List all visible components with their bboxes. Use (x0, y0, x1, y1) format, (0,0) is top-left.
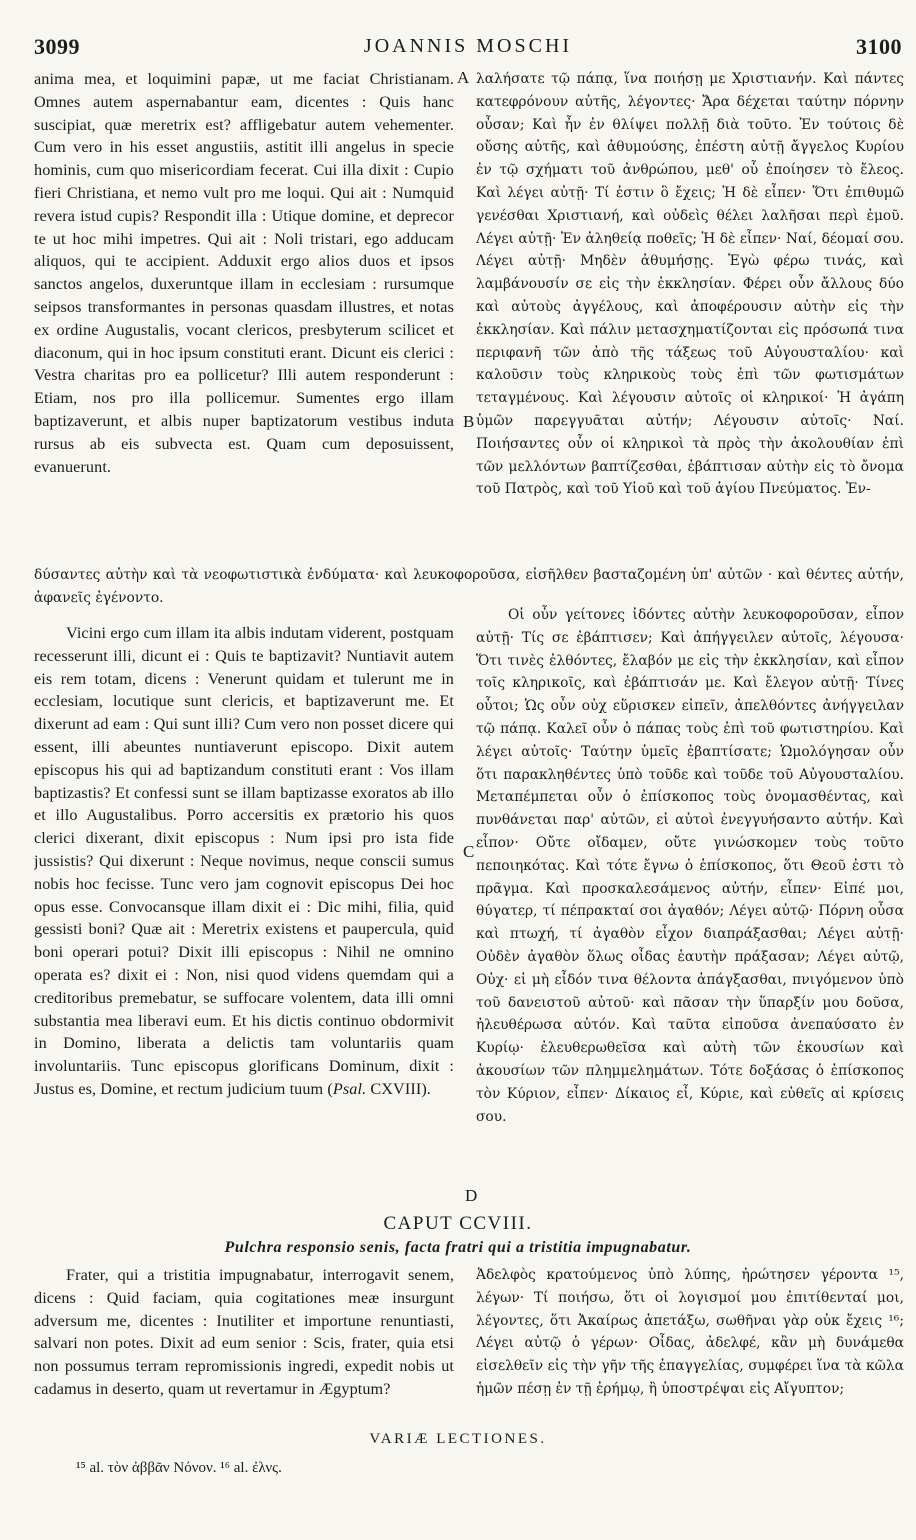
section1-latin-column: anima mea, et loquimini papæ, ut me faciat Christianam. Omnes autem aspernabantur eam, dicentes : Quis hanc suscipiat, quæ meretrix est? affligebatur autem vehementer. Cum vero in his esset angustiis, astitit illi angelus in specie hominis, cum quo misericordiam fecerat. Cui illa dixit : Cupio fieri Christiana, et nemo vult pro me loqui. Qui ait : Numquid revera istud cupis? Respondit illa : Utique domine, et deprecor te ut hoc mihi impetres. Qui ait : Noli tristari, ego adducam aliquos, qui te accipient. Adduxit ergo alios duos et ipsos sanctos angelos, duxeruntque illam in ecclesiam : rursumque seipsos transformantes in personas quasdam illustres, et notas ex ordine Augustalis, vocant clericos, presbyterum scilicet et diaconum, qui in hoc ipsum constituti erant. Dicunt eis clerici : Vestra charitas pro ea pollicetur? Illi autem responderunt : Etiam, nos pro illa pollicemur. Sumentes ergo illam baptizaverunt, et albis nuper baptizatorum vestibus induta rursus ab eis subvecta est. Quam cum deposuissent, evanuerunt. (34, 70, 454, 476)
chapter-latin-column: Frater, qui a tristitia impugnabatur, interrogavit senem, dicens : Quid faciam, quia cogitationes meæ insurgunt adversum me, dicentes : Inutiliter et importune renuntiasti, salvari non potes. Dixit ad eum senior : Scis, frater, quia etsi non possumus terram repromissionis ingredi, expedit nobis ut cadamus in deserto, quam ut revertamur in Ægyptum? (34, 1266, 454, 1398)
running-title: JOANNIS MOSCHI (363, 35, 573, 57)
page-header (34, 34, 902, 64)
section1-greek-column: λαλήσατε τῷ πάπᾳ, ἵνα ποιήσῃ με Χριστιανήν. Καὶ πάντες κατεφρόνουν αὐτῆς, λέγοντες· Ἄρα δέχεται ταύτην πόρνην οὖσαν; Καὶ ἦν ἐν θλίψει πολλῇ διὰ τοῦτο. Ἐν τούτοις δὲ οὔσης αὐτῆς, καὶ ἀθυμούσης, ἐπέστη αὐτῇ ἄγγελος Κυρίου ἐν τῷ σχήματι τοῦ ἀνθρώπου, μεθ' οὗ ἐποίησεν τὸ ἔλεος. Καὶ λέγει αὐτῇ· Τί ἐστιν ὃ ἔχεις; Ἡ δὲ εἶπεν· Ὅτι ἐπιθυμῶ γενέσθαι Χριστιανή, καὶ οὐδεὶς θέλει λαλῆσαι περὶ ἐμοῦ. Λέγει αὐτῇ· Ἐν ἀληθείᾳ ποθεῖς; Ἡ δὲ εἶπεν· Ναί, δέομαί σου. Λέγει αὐτῇ· Μηδὲν ἀθυμήσῃς. Ἐγὼ φέρω τινάς, καὶ λαμβάνουσίν σε εἰς τὴν ἐκκλησίαν. Φέρει οὖν ἄλλους δύο καὶ αὐτοὺς ἀγγέλους, καὶ ἀποφέρουσιν αὐτὴν εἰς τὴν ἐκκλησίαν. Καὶ πάλιν μετασχηματίζονται εἰς πρόσωπά τινα περιφανῆ τῶν ἀπὸ τῆς τάξεως τοῦ Αὐγουσταλίου· καὶ καλοῦσιν τοὺς κληρικοὺς τοὺς ἐπὶ τῶν φωτισμάτων τεταγμένους. Καὶ λέγουσιν αὐτοῖς οἱ κληρικοί· Ἡ ἀγάπη ὑμῶν παρεγγυᾶται αὐτήν; Λέγουσιν αὐτοῖς· Ναί. Ποιήσαντες οὖν οἱ κληρικοὶ τὰ πρὸς τὴν ἀκολουθίαν ἐπὶ τῶν μελλόντων βαπτίζεσθαι, ἐβάπτισαν αὐτὴν εἰς τὸ ὄνομα τοῦ Πατρὸς, καὶ τοῦ Υἱοῦ καὶ τοῦ ἁγίου Πνεύματος. Ἐν- (476, 71, 904, 498)
page-number-left: 3099 (34, 34, 80, 59)
psalm-reference-tail: CXVIII). (366, 1079, 431, 1098)
section2-greek-column: Οἱ οὖν γείτονες ἰδόντες αὐτὴν λευκοφοροῦσαν, εἶπον αὐτῇ· Τίς σε ἐβάπτισεν; Καὶ ἀπήγγειλεν αὐτοῖς, λέγουσα· Ὅτι τινὲς ἐλθόντες, ἔλαβόν με εἰς τὴν ἐκκλησίαν, καὶ εἶπον τοῖς κληρικοῖς, καὶ ἐβάπτισάν με. Καὶ ἔλεγον αὐτῇ· Τίνες οὗτοι; Ὡς οὖν οὐχ εὕρισκεν εἰπεῖν, ἀπελθόντες ἀνήγγειλαν τῷ πάπᾳ. Καλεῖ οὖν ὁ πάπας τοὺς ἐπὶ τοῦ φωτιστηρίου. Καὶ λέγει αὐτοῖς· Ταύτην ὑμεῖς ἐβαπτίσατε; Ὡμολόγησαν οὖν ὅτι παρακληθέντες ὑπὸ τοῦδε καὶ τοῦδε τοῦ Αὐγουσταλίου. Μεταπέμπεται οὖν ὁ ἐπίσκοπος τοὺς ὀνομασθέντας, καὶ πυνθάνεται παρ' αὐτῶν, εἰ αὐτοὶ ἐνεγγυήσαντο αὐτήν. Καὶ εἶπον· Οὔτε οἴδαμεν, οὔτε γινώσκομεν τοὺς τοῦτο πεποιηκότας. Καὶ τότε ἔγνω ὁ ἐπίσκοπος, ὅτι Θεοῦ ἐστι τὸ πρᾶγμα. Καὶ προσκαλεσάμενος αὐτήν, εἶπεν· Εἰπέ μοι, θύγατερ, τί πέπρακταί σοι ἀγαθόν; Λέγει αὐτῷ· Πόρνη οὖσα καὶ πτωχή, τί ἀγαθὸν εἶχον διαπράξασθαι; Λέγει αὐτῇ· Οὐδὲν ἀγαθὸν ὅλως οἶδας ἑαυτὴν πράξασαν; Λέγει αὐτῷ, Οὐχ· εἰ μὴ εἶδόν τινα θέλοντα ἀπάγξασθαι, πνιγόμενον ὑπὸ τοῦ δανειστοῦ αὐτοῦ· καὶ πᾶσαν τὴν ὕπαρξίν μου δοῦσα, ἠλευθέρωσα αὐτόν. Καὶ ταῦτα εἰποῦσα ἀνεπαύσατο ἐν Κυρίῳ· ἐλευθερωθεῖσα καὶ αὐτὴ τῶν ἑκουσίων καὶ ἀκουσίων τῶν πλημμελημάτων. Τότε δοξάσας ὁ ἐπίσκοπος τὸν Κύριον, εἶπεν· Δίκαιος εἶ, Κύριε, καὶ εὐθεῖς αἱ κρίσεις σου. (476, 607, 904, 1125)
section2-latin-text: Vicini ergo cum illam ita albis indutam viderent, postquam recesserunt illi, dicunt ei : Quis te baptizavit? Nuntiavit autem eis rem totam, dicens : Venerunt quidam et tulerunt me in ecclesiam, locutique sunt clericis, et baptizaverunt me. Et dixerunt ad eam : Qui sunt illi? Cum vero non posset dicere qui essent, illi abeuntes nuntiaverunt episcopo. Dixit autem episcopus his qui ad baptizandum constituti erant : Vos illam baptizastis? Et confessi sunt se illam baptizasse exoratos ab illo et illo Augustalibus. Porro accersitis ex prætorio his quos clerici dixerant, dixit episcopus : Num ipsi pro ista fide jussistis? Qui dixerunt : Neque novimus, neque conscii sumus nobis hoc fecisse. Tunc vero jam cognovit episcopus Dei hoc opus esse. Convocansque illam dixit ei : Dic mihi, filia, quid gessisti boni? Quæ ait : Meretrix existens et paupercula, quid boni operari potui? Dixit illi episcopus : Nihil ne omnino operata es? dixit ei : Non, nisi quod videns quemdam qui a creditoribus premebatur, se suffocare volentem, data illi omni substantia mea liberavi eum. Et his dictis continuo obdormivit in Domino, liberata a delictis tam voluntariis quam involuntariis. Tunc episcopus glorificans Dominum, dixit : Justus es, Domine, et rectum judicium tuum ( (34, 624, 454, 1098)
section1-greek-spill: δύσαντες αὐτὴν καὶ τὰ νεοφωτιστικὰ ἐνδύματα· καὶ λευκοφοροῦσα, εἰσῆλθεν βασταζομένη ὑπ' αὐτῶν · καὶ θέντες αὐτήν, ἀφανεῖς ἐγένοντο. (34, 567, 904, 606)
margin-letter-c: C (463, 842, 475, 861)
psalm-reference: Psal. (332, 1079, 367, 1098)
section2-latin-column (34, 622, 454, 1210)
chapter-subtitle: Pulchra responsio senis, facta fratri qui a tristitia impugnabatur. (224, 1239, 692, 1256)
chapter-greek-column: Ἀδελφὸς κρατούμενος ὑπὸ λύπης, ἠρώτησεν γέροντα ¹⁵, λέγων· Τί ποιήσω, ὅτι οἱ λογισμοί μου ἐπιτίθενταί μοι, λέγοντες, ὅτι Ἀκαίρως ἀπετάξω, σωθῆναι γὰρ οὐκ ἔχεις ¹⁶; Λέγει αὐτῷ ὁ γέρων· Οἶδας, ἀδελφέ, κἂν μὴ δυνάμεθα εἰσελθεῖν εἰς τὴν γῆν τῆς ἐπαγγελίας, συμφέρει ἵνα τὰ κῶλα ἡμῶν πέσῃ ἐν τῇ ἐρήμῳ, ἢ ὑποστρέψαι εἰς Αἴγυπτον; (476, 1267, 904, 1397)
variant-readings-heading: VARIÆ LECTIONES. (369, 1431, 547, 1447)
margin-letter-b: B (463, 412, 475, 431)
margin-letter-d: D (465, 1186, 478, 1205)
margin-letter-a: A (457, 68, 470, 87)
page-number-right: 3100 (856, 34, 902, 59)
variant-readings-notes: ¹⁵ al. τὸν ἀββᾶν Νόνον. ¹⁶ al. ἐλνς. (76, 1460, 282, 1476)
chapter-title: CAPUT CCVIII. (383, 1213, 533, 1234)
